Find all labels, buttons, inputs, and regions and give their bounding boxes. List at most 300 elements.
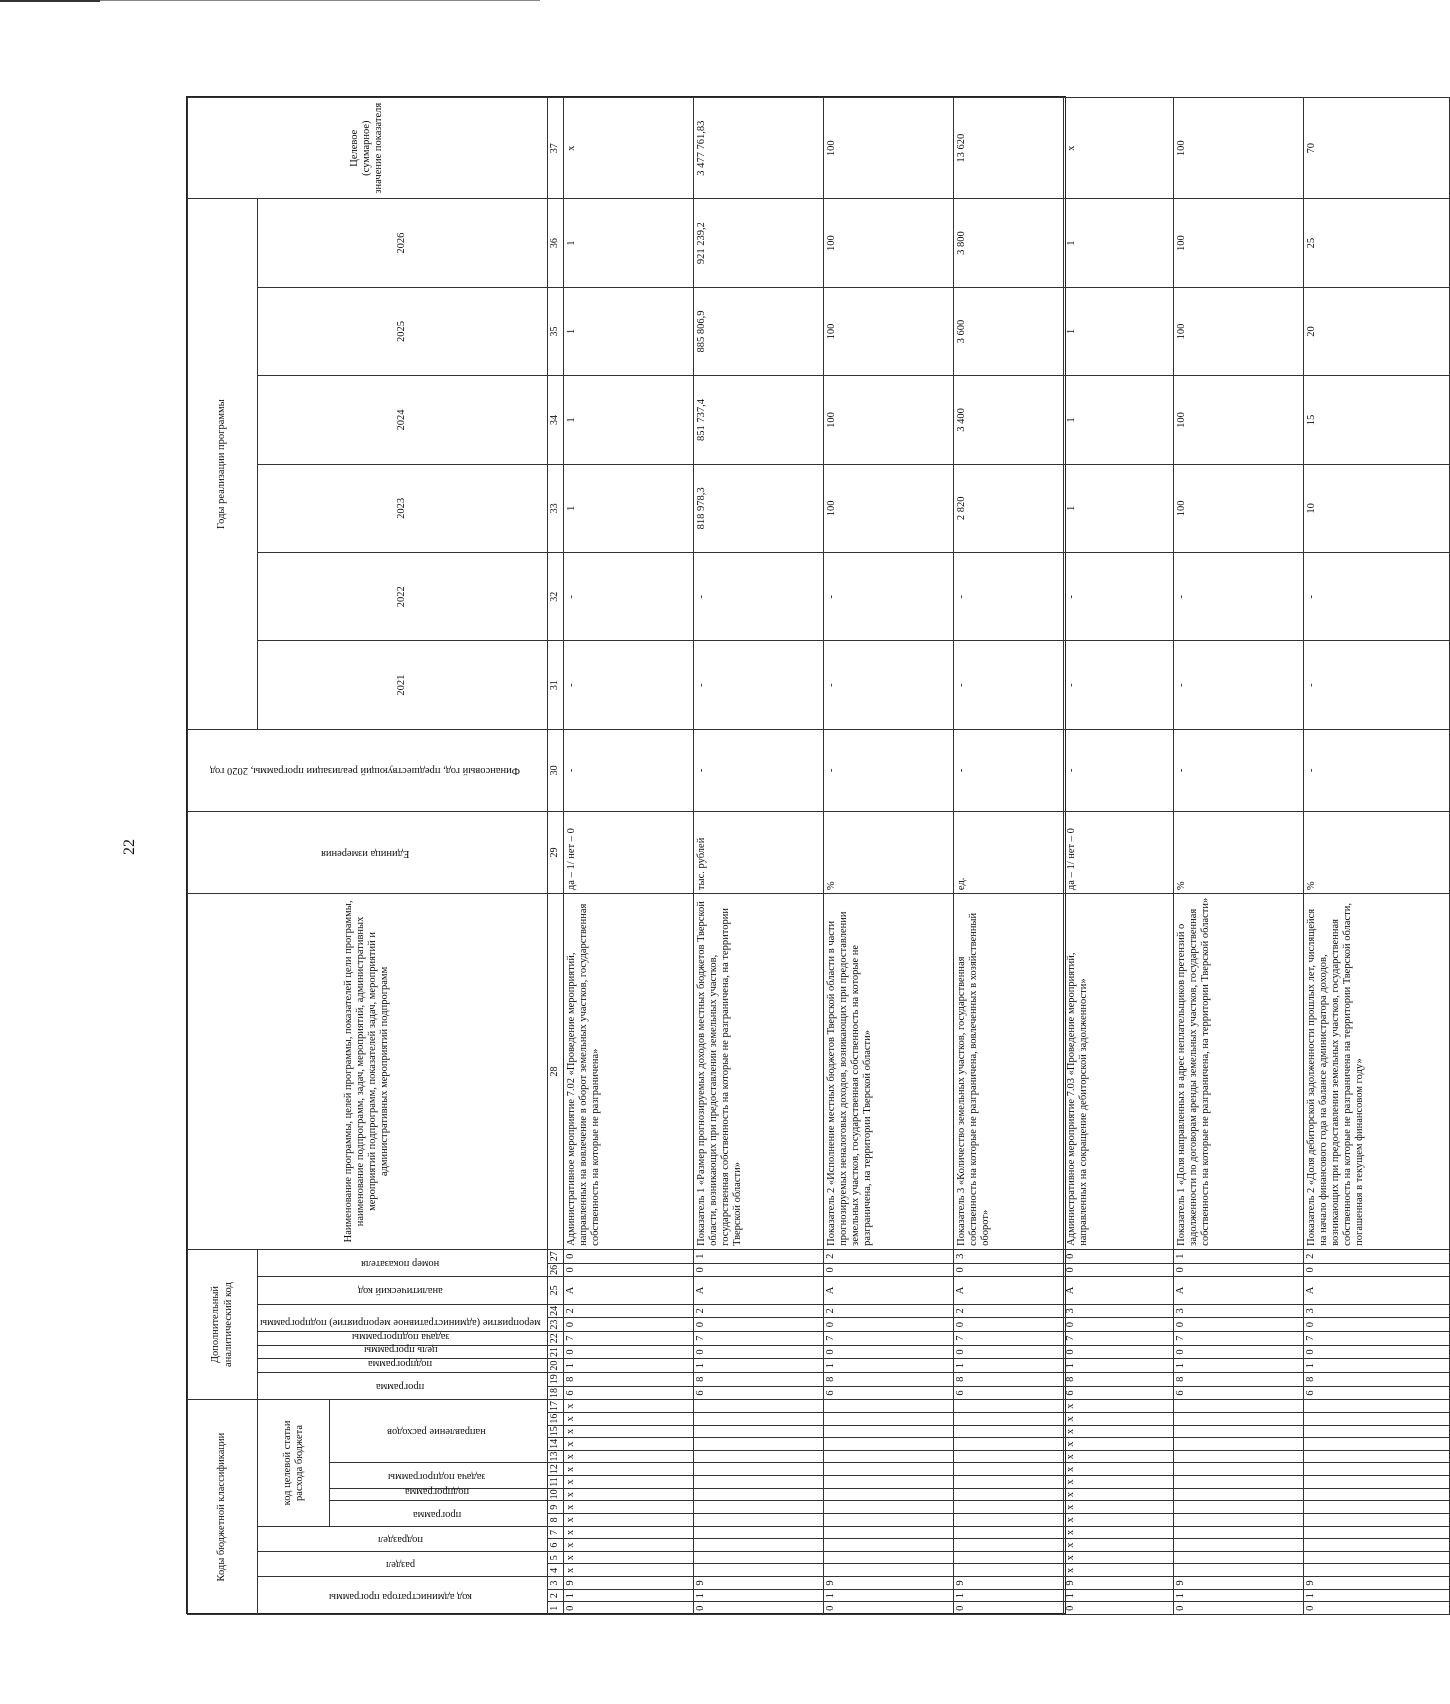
code-digit xyxy=(1173,1551,1303,1564)
row-year-value: 100 xyxy=(823,199,953,287)
table-row xyxy=(953,98,1063,1615)
code-digit: 1 xyxy=(693,1359,823,1373)
row-year-value: 851 737,4 xyxy=(693,376,823,464)
row-year-value: 100 xyxy=(1173,287,1303,375)
code-digit xyxy=(823,1539,953,1552)
code-digit: х xyxy=(563,1488,693,1501)
code-digit: 6 xyxy=(693,1386,823,1400)
code-digit: 8 xyxy=(1173,1372,1303,1386)
code-digit xyxy=(1173,1476,1303,1489)
code-digit: х xyxy=(563,1526,693,1539)
code-digit: 6 xyxy=(1303,1386,1449,1400)
column-number: 27 xyxy=(547,1249,563,1263)
column-number: 26 xyxy=(547,1263,563,1277)
code-digit: 0 xyxy=(563,1249,693,1263)
code-digit: 0 xyxy=(1303,1345,1449,1359)
code-digit: 0 xyxy=(693,1263,823,1277)
code-digit xyxy=(953,1514,1063,1527)
row-year-value: 100 xyxy=(1173,199,1303,287)
row-prev-year: - xyxy=(563,729,693,811)
code-digit xyxy=(823,1413,953,1426)
column-number: 15 xyxy=(547,1425,563,1438)
code-digit: 8 xyxy=(563,1372,693,1386)
code-digit: 0 xyxy=(1303,1602,1449,1615)
code-digit: 0 xyxy=(1303,1318,1449,1332)
scan-edge-mark xyxy=(100,0,540,1)
code-digit: 3 xyxy=(1063,1304,1173,1318)
code-digit: х xyxy=(563,1463,693,1476)
row-year-value: 100 xyxy=(823,464,953,552)
code-digit: 0 xyxy=(953,1318,1063,1332)
code-digit xyxy=(693,1488,823,1501)
code-digit: 2 xyxy=(563,1304,693,1318)
code-digit: х xyxy=(563,1564,693,1577)
column-number: 25 xyxy=(547,1277,563,1304)
code-digit: 0 xyxy=(1303,1263,1449,1277)
code-digit: 2 xyxy=(1303,1249,1449,1263)
column-number: 20 xyxy=(547,1359,563,1373)
row-prev-year: - xyxy=(1303,729,1449,811)
code-digit: 7 xyxy=(563,1331,693,1345)
code-digit xyxy=(693,1551,823,1564)
column-number: 13 xyxy=(547,1450,563,1463)
code-digit xyxy=(1173,1488,1303,1501)
prev-year-header: Финансовый год, предшествующий реализации программы, 2020 год xyxy=(188,729,548,811)
scan-edge-mark xyxy=(0,0,100,2)
code-digit: х xyxy=(563,1400,693,1413)
code-digit: 0 xyxy=(953,1345,1063,1359)
row-year-value: 1 xyxy=(563,199,693,287)
code-digit: 1 xyxy=(1173,1589,1303,1602)
row-year-value: - xyxy=(1173,641,1303,729)
column-number: 31 xyxy=(547,641,563,729)
column-number: 19 xyxy=(547,1372,563,1386)
code-digit: 1 xyxy=(563,1359,693,1373)
column-number: 14 xyxy=(547,1438,563,1451)
code-digit: 7 xyxy=(1173,1331,1303,1345)
code-digit xyxy=(693,1400,823,1413)
code-digit xyxy=(693,1526,823,1539)
code-digit xyxy=(693,1476,823,1489)
code-digit: х xyxy=(563,1551,693,1564)
row-year-value: 20 xyxy=(1303,287,1449,375)
code-digit: 1 xyxy=(1173,1359,1303,1373)
add-subprogram-header: подпрограмма xyxy=(258,1359,548,1373)
code-digit: х xyxy=(1063,1400,1173,1413)
code-digit xyxy=(1173,1501,1303,1514)
row-name: Показатель 3 «Количество земельных участков, государственная собственность на которые не разграничена, вовлеченных в хозяйственный оборот» xyxy=(953,894,1063,1250)
year-2023-header: 2023 xyxy=(258,464,548,552)
row-unit: % xyxy=(1173,811,1303,893)
code-digit: х xyxy=(1063,1463,1173,1476)
code-digit xyxy=(823,1488,953,1501)
code-digit xyxy=(1173,1514,1303,1527)
code-digit: 6 xyxy=(823,1386,953,1400)
add-program-header: программа xyxy=(258,1372,548,1399)
code-digit xyxy=(693,1501,823,1514)
code-digit: 2 xyxy=(823,1304,953,1318)
code-digit xyxy=(1303,1476,1449,1489)
column-number: 5 xyxy=(547,1551,563,1564)
code-digit xyxy=(823,1564,953,1577)
indicator-table xyxy=(187,97,1450,1615)
code-digit: 6 xyxy=(563,1386,693,1400)
row-year-value: 1 xyxy=(1063,376,1173,464)
target-article-header: код целевой статьи расхода бюджета xyxy=(258,1400,330,1526)
code-digit xyxy=(823,1526,953,1539)
row-year-value: 1 xyxy=(1063,287,1173,375)
column-number: 17 xyxy=(547,1400,563,1413)
code-digit: 1 xyxy=(823,1359,953,1373)
column-number: 6 xyxy=(547,1539,563,1552)
target-header: Целевое (суммарное) значение показателя xyxy=(188,98,548,199)
row-target: 100 xyxy=(823,98,953,199)
code-digit xyxy=(1303,1539,1449,1552)
column-number: 30 xyxy=(547,729,563,811)
row-year-value: - xyxy=(823,641,953,729)
row-unit: % xyxy=(1303,811,1449,893)
code-digit: 0 xyxy=(1173,1602,1303,1615)
code-digit: 9 xyxy=(693,1577,823,1590)
row-year-value: 15 xyxy=(1303,376,1449,464)
code-digit: 1 xyxy=(823,1589,953,1602)
code-digit: 9 xyxy=(823,1577,953,1590)
code-digit: х xyxy=(563,1539,693,1552)
code-digit xyxy=(953,1539,1063,1552)
code-digit xyxy=(953,1438,1063,1451)
column-number: 24 xyxy=(547,1304,563,1318)
row-name: Показатель 2 «Доля дебиторской задолженности прошлых лет, числящейся на начало финансового года на балансе администратора доходов, возникающих при предоставлении земельных участков, государственная собственность на которые не разграничена на территории Тверской области, погашенная в текущем финансовом году» xyxy=(1303,894,1449,1250)
code-digit: 9 xyxy=(953,1577,1063,1590)
code-digit xyxy=(1303,1551,1449,1564)
code-digit: А xyxy=(823,1277,953,1304)
row-unit: да – 1/ нет – 0 xyxy=(563,811,693,893)
code-digit: А xyxy=(953,1277,1063,1304)
code-digit xyxy=(693,1450,823,1463)
code-digit xyxy=(823,1463,953,1476)
row-year-value: 100 xyxy=(823,287,953,375)
row-prev-year: - xyxy=(1173,729,1303,811)
code-digit: 9 xyxy=(1303,1577,1449,1590)
subprogram-task2-header: задача подпрограммы xyxy=(258,1331,548,1345)
code-digit xyxy=(1303,1450,1449,1463)
code-digit: 3 xyxy=(953,1249,1063,1263)
row-year-value: - xyxy=(1303,553,1449,641)
column-number: 29 xyxy=(547,811,563,893)
code-digit xyxy=(1173,1425,1303,1438)
code-digit: 9 xyxy=(563,1577,693,1590)
analytic-code-header: аналитический код xyxy=(258,1277,548,1304)
code-digit: 0 xyxy=(823,1263,953,1277)
row-year-value: 2 820 xyxy=(953,464,1063,552)
row-prev-year: - xyxy=(693,729,823,811)
admin-code-header: код администратора программы xyxy=(258,1577,548,1615)
section-header: раздел xyxy=(258,1551,548,1576)
code-digit: 0 xyxy=(1173,1263,1303,1277)
column-number: 16 xyxy=(547,1413,563,1426)
code-digit: 0 xyxy=(563,1345,693,1359)
row-year-value: 818 978,3 xyxy=(693,464,823,552)
code-digit: х xyxy=(563,1450,693,1463)
row-unit: тыс. рублей xyxy=(693,811,823,893)
code-digit xyxy=(1303,1564,1449,1577)
code-digit xyxy=(953,1400,1063,1413)
code-digit xyxy=(1303,1463,1449,1476)
code-digit: 0 xyxy=(1063,1263,1173,1277)
table-row xyxy=(1303,98,1449,1615)
code-digit: 0 xyxy=(1173,1345,1303,1359)
code-digit: 0 xyxy=(563,1318,693,1332)
row-target: 3 477 761,83 xyxy=(693,98,823,199)
column-numbers-row xyxy=(547,98,563,1615)
column-number: 2 xyxy=(547,1589,563,1602)
code-digit xyxy=(1303,1488,1449,1501)
code-digit xyxy=(693,1564,823,1577)
code-digit xyxy=(823,1551,953,1564)
row-year-value: 25 xyxy=(1303,199,1449,287)
code-digit: 2 xyxy=(953,1304,1063,1318)
years-header: Годы реализации программы xyxy=(188,199,258,730)
row-year-value: - xyxy=(953,641,1063,729)
code-digit xyxy=(1173,1539,1303,1552)
code-digit xyxy=(823,1438,953,1451)
row-target: 70 xyxy=(1303,98,1449,199)
column-number: 18 xyxy=(547,1386,563,1400)
column-number: 10 xyxy=(547,1488,563,1501)
code-digit xyxy=(1173,1463,1303,1476)
code-digit: х xyxy=(1063,1488,1173,1501)
code-digit xyxy=(693,1413,823,1426)
code-digit: 0 xyxy=(1063,1318,1173,1332)
code-digit: 1 xyxy=(693,1589,823,1602)
row-prev-year: - xyxy=(823,729,953,811)
code-digit xyxy=(693,1438,823,1451)
table-body xyxy=(563,98,1449,1615)
code-digit: х xyxy=(1063,1551,1173,1564)
subsection-header: подраздел xyxy=(258,1526,548,1551)
code-digit: 0 xyxy=(823,1602,953,1615)
code-digit: 8 xyxy=(953,1372,1063,1386)
column-number: 11 xyxy=(547,1476,563,1489)
code-digit: 9 xyxy=(1063,1577,1173,1590)
code-digit xyxy=(823,1450,953,1463)
code-digit xyxy=(953,1551,1063,1564)
code-digit: х xyxy=(563,1514,693,1527)
row-year-value: - xyxy=(953,553,1063,641)
code-digit: х xyxy=(1063,1526,1173,1539)
code-digit: 7 xyxy=(693,1331,823,1345)
code-digit: 0 xyxy=(1063,1345,1173,1359)
name-header: Наименование программы, целей программы, показателей цели программы, наименование подпрограмм, задач, мероприятий, административных мероприятий подпрограмм, показателей задач, мероприятий и административных мероприятий подпрограмм xyxy=(188,894,548,1250)
code-digit xyxy=(693,1425,823,1438)
code-digit: 1 xyxy=(1303,1589,1449,1602)
year-2021-header: 2021 xyxy=(258,641,548,729)
code-digit: 1 xyxy=(563,1589,693,1602)
year-2024-header: 2024 xyxy=(258,376,548,464)
row-year-value: 10 xyxy=(1303,464,1449,552)
row-prev-year: - xyxy=(953,729,1063,811)
column-number: 3 xyxy=(547,1577,563,1590)
row-name: Административное мероприятие 7.03 «Проведение мероприятий, направленных на сокращение дебиторской задолженности» xyxy=(1063,894,1173,1250)
row-target: 100 xyxy=(1173,98,1303,199)
code-digit: А xyxy=(1063,1277,1173,1304)
code-digit: 7 xyxy=(953,1331,1063,1345)
year-2025-header: 2025 xyxy=(258,287,548,375)
row-year-value: 100 xyxy=(1173,464,1303,552)
rotated-table-frame xyxy=(186,96,1366,1614)
column-number: 32 xyxy=(547,553,563,641)
row-year-value: 3 400 xyxy=(953,376,1063,464)
column-number: 37 xyxy=(547,98,563,199)
row-year-value: 1 xyxy=(1063,199,1173,287)
row-year-value: 1 xyxy=(1063,464,1173,552)
row-year-value: - xyxy=(823,553,953,641)
row-year-value: 1 xyxy=(563,376,693,464)
code-digit: х xyxy=(1063,1438,1173,1451)
code-digit xyxy=(1303,1413,1449,1426)
code-digit xyxy=(1173,1450,1303,1463)
column-number: 33 xyxy=(547,464,563,552)
code-digit: х xyxy=(1063,1539,1173,1552)
column-number: 8 xyxy=(547,1514,563,1527)
row-name: Показатель 1 «Доля направленных в адрес неплательщиков претензий о задолженности по договорам аренды земельных участков, государственная собственность на которые не разграничена, на территории Тверской области» xyxy=(1173,894,1303,1250)
row-target: х xyxy=(563,98,693,199)
year-2026-header: 2026 xyxy=(258,199,548,287)
code-digit: 1 xyxy=(1063,1589,1173,1602)
column-number: 4 xyxy=(547,1564,563,1577)
row-unit: да – 1/ нет – 0 xyxy=(1063,811,1173,893)
code-digit: 0 xyxy=(1173,1318,1303,1332)
rotated-content xyxy=(187,97,1366,1615)
code-digit xyxy=(1173,1413,1303,1426)
code-digit: 7 xyxy=(1063,1331,1173,1345)
code-digit: 0 xyxy=(1063,1602,1173,1615)
code-digit: х xyxy=(563,1413,693,1426)
row-name: Показатель 2 «Исполнение местных бюджетов Тверской области в части прогнозируемых неналоговых доходов, возникающих при предоставлении земельных участков, государственная собственность на которые не разграничена, на территории Тверской области» xyxy=(823,894,953,1250)
admin-measure-header: мероприятие (административное мероприятие) подпрограммы xyxy=(258,1304,548,1331)
code-digit xyxy=(953,1476,1063,1489)
code-digit xyxy=(953,1463,1063,1476)
code-digit xyxy=(823,1476,953,1489)
table-row xyxy=(823,98,953,1615)
code-digit xyxy=(823,1501,953,1514)
code-digit xyxy=(1303,1425,1449,1438)
code-digit: 0 xyxy=(953,1263,1063,1277)
row-target: х xyxy=(1063,98,1173,199)
code-digit: 0 xyxy=(823,1318,953,1332)
code-digit: 0 xyxy=(693,1602,823,1615)
expense-direction-header: направление расходов xyxy=(330,1400,547,1463)
code-digit xyxy=(823,1514,953,1527)
row-prev-year: - xyxy=(1063,729,1173,811)
code-digit xyxy=(693,1463,823,1476)
table-row xyxy=(693,98,823,1615)
additional-code-header: Дополнительный аналитический код xyxy=(188,1249,258,1399)
code-digit: 6 xyxy=(1173,1386,1303,1400)
column-number: 9 xyxy=(547,1501,563,1514)
code-digit xyxy=(953,1526,1063,1539)
code-digit: 8 xyxy=(1303,1372,1449,1386)
row-year-value: 100 xyxy=(1173,376,1303,464)
code-digit: х xyxy=(1063,1501,1173,1514)
code-digit: 3 xyxy=(1303,1304,1449,1318)
code-digit: 0 xyxy=(693,1345,823,1359)
row-name: Административное мероприятие 7.02 «Проведение мероприятий, направленных на вовлечение в оборот земельных участков, государственная собственность на которые не разграничена» xyxy=(563,894,693,1250)
code-digit: 0 xyxy=(693,1318,823,1332)
code-digit: х xyxy=(1063,1450,1173,1463)
column-number: 23 xyxy=(547,1318,563,1332)
code-digit: 9 xyxy=(1173,1577,1303,1590)
column-number: 21 xyxy=(547,1345,563,1359)
code-digit xyxy=(1173,1400,1303,1413)
code-digit: 2 xyxy=(823,1249,953,1263)
row-target: 13 620 xyxy=(953,98,1063,199)
code-digit: х xyxy=(563,1501,693,1514)
code-digit xyxy=(823,1400,953,1413)
code-digit: х xyxy=(1063,1476,1173,1489)
row-year-value: 3 600 xyxy=(953,287,1063,375)
code-digit: 7 xyxy=(823,1331,953,1345)
code-digit: х xyxy=(1063,1564,1173,1577)
code-digit: 1 xyxy=(953,1359,1063,1373)
code-digit: А xyxy=(563,1277,693,1304)
row-unit: % xyxy=(823,811,953,893)
column-number: 7 xyxy=(547,1526,563,1539)
code-digit xyxy=(1173,1564,1303,1577)
program-code-header: программа xyxy=(330,1501,547,1526)
code-digit: 0 xyxy=(563,1602,693,1615)
code-digit xyxy=(953,1425,1063,1438)
page-number: 22 xyxy=(121,839,138,855)
program-goal-header: цель программы xyxy=(258,1345,548,1359)
code-digit: х xyxy=(563,1438,693,1451)
column-number: 22 xyxy=(547,1331,563,1345)
code-digit: 0 xyxy=(1063,1249,1173,1263)
code-digit: 8 xyxy=(1063,1372,1173,1386)
code-digit xyxy=(1303,1514,1449,1527)
subprogram-code-header: подпрограмма xyxy=(330,1488,547,1501)
code-digit: 1 xyxy=(693,1249,823,1263)
row-year-value: 1 xyxy=(563,287,693,375)
code-digit xyxy=(823,1425,953,1438)
code-digit: А xyxy=(693,1277,823,1304)
row-year-value: - xyxy=(563,553,693,641)
code-digit: 3 xyxy=(1173,1304,1303,1318)
code-digit: 0 xyxy=(563,1263,693,1277)
column-number: 35 xyxy=(547,287,563,375)
table-row xyxy=(1173,98,1303,1615)
code-digit xyxy=(953,1488,1063,1501)
row-year-value: 885 806,9 xyxy=(693,287,823,375)
code-digit: 1 xyxy=(953,1589,1063,1602)
code-digit: х xyxy=(1063,1514,1173,1527)
code-digit xyxy=(1303,1400,1449,1413)
code-digit: 0 xyxy=(953,1602,1063,1615)
code-digit xyxy=(953,1564,1063,1577)
code-digit: 0 xyxy=(823,1345,953,1359)
code-digit: х xyxy=(563,1476,693,1489)
row-year-value: 100 xyxy=(823,376,953,464)
table-row xyxy=(563,98,693,1615)
year-2022-header: 2022 xyxy=(258,553,548,641)
code-digit xyxy=(1303,1501,1449,1514)
column-number: 28 xyxy=(547,894,563,1250)
row-year-value: 3 800 xyxy=(953,199,1063,287)
row-year-value: 921 239,2 xyxy=(693,199,823,287)
row-name: Показатель 1 «Размер прогнозируемых доходов местных бюджетов Тверской области, возникающих при предоставлении земельных участков, государственная собственность на которые не разграничена, на территории Тверской области» xyxy=(693,894,823,1250)
code-digit: х xyxy=(1063,1425,1173,1438)
row-year-value: - xyxy=(1063,641,1173,729)
